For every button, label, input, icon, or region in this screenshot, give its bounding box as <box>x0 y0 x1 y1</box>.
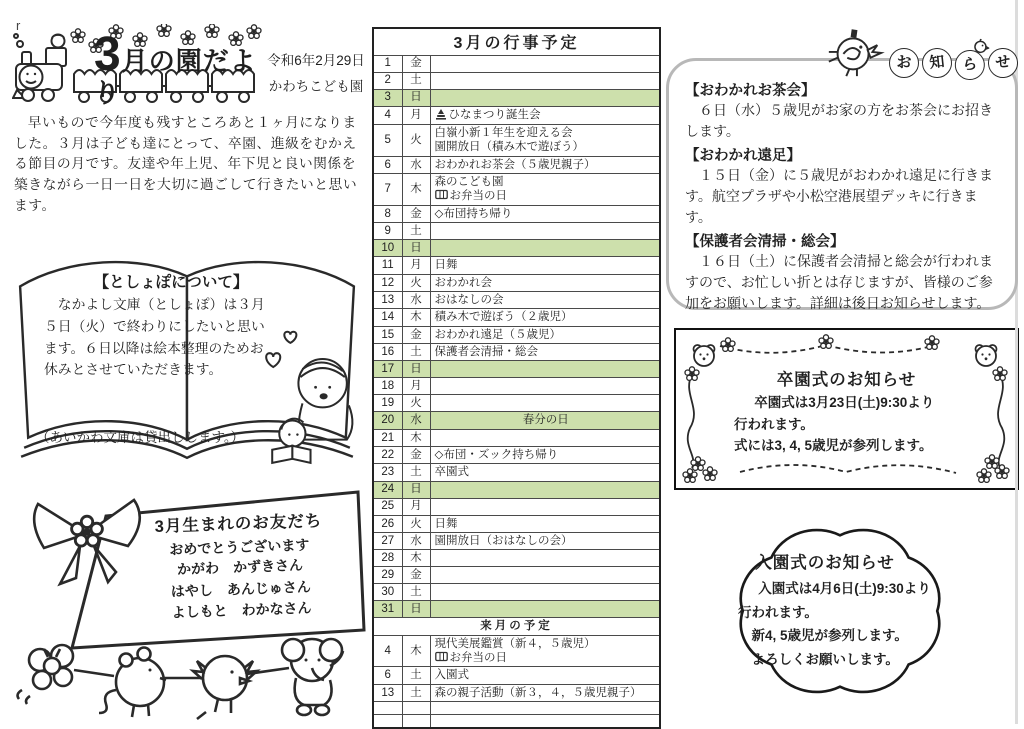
event-cell <box>430 498 660 515</box>
weekday-cell: 金 <box>402 446 430 463</box>
empty-cell <box>402 715 430 728</box>
event-cell <box>430 174 660 206</box>
event-cell <box>430 684 660 701</box>
day-number-cell: 23 <box>373 464 402 481</box>
calendar-row <box>373 515 660 532</box>
day-number-cell: 9 <box>373 223 402 240</box>
weekday-cell: 木 <box>402 309 430 326</box>
weekday-cell: 水 <box>402 532 430 549</box>
event-cell <box>430 412 660 429</box>
event-text: 森のこども園 <box>434 176 504 188</box>
calendar-row <box>373 481 660 498</box>
weekday-cell: 火 <box>402 124 430 156</box>
calendar-row <box>373 464 660 481</box>
entrance-line: 行われます。 <box>738 604 818 620</box>
weekday-cell: 日 <box>402 240 430 257</box>
bird-icon <box>824 22 886 78</box>
calendar-row <box>373 446 660 463</box>
empty-cell <box>373 715 402 728</box>
calendar-section <box>372 27 661 729</box>
day-number-cell: 6 <box>373 156 402 173</box>
weekday-cell: 金 <box>402 205 430 222</box>
calendar-row <box>373 412 660 429</box>
event-text: 日舞 <box>434 517 458 530</box>
event-text: 積み木で遊ぼう（２歳児） <box>434 311 573 324</box>
calendar-row <box>373 429 660 446</box>
issue-info <box>258 48 374 99</box>
day-number-cell: 18 <box>373 378 402 395</box>
entrance-line: よろしくお願いします。 <box>751 651 899 667</box>
intro-paragraph: 早いもので今年度も残すところあと１ヶ月になりました。３月は子ども達にとって、卒園、進級をむかえる節目の月です。友達や年上児、年下児と良い関係を築きながら一日一日を大切に過ごして行きたいと思います。 <box>14 115 358 213</box>
event-cell <box>430 601 660 618</box>
entrance-title: 入園式のお知らせ <box>755 554 895 572</box>
library-title: 【としょぽについて】 <box>93 274 249 291</box>
calendar-row <box>373 89 660 106</box>
library-section <box>8 240 366 480</box>
day-number-cell: 21 <box>373 429 402 446</box>
notice-header-circle: 知 <box>921 47 954 80</box>
event-cell <box>430 429 660 446</box>
calendar-row <box>373 274 660 291</box>
corner-mark: r <box>16 18 21 33</box>
event-cell <box>430 481 660 498</box>
weekday-cell: 木 <box>402 174 430 206</box>
event-cell <box>430 667 660 684</box>
notice-header-char: ら <box>961 55 979 74</box>
notice-section-body: １５日（金）に５歳児がおわかれ遠足に行きます。航空プラザや小松空港展望デッキに行きます。 <box>685 167 993 225</box>
calendar-row <box>373 567 660 584</box>
graduation-title: 卒園式のお知らせ <box>776 371 917 389</box>
day-number-cell: 8 <box>373 205 402 222</box>
notice-section-body: １６日（土）に保護者会清掃と総会が行われますので、お忙しい折とは存じますが、皆様のご参加をお願いします。詳細は後日お知らせします。 <box>685 253 993 311</box>
notice-section-title: 【保護者会清掃・総会】 <box>685 234 845 250</box>
notice-header <box>824 22 1018 78</box>
event-text: 春分の日 <box>522 414 569 427</box>
birthday-congrats: おめでとうございます <box>169 536 310 558</box>
weekday-cell: 木 <box>402 550 430 567</box>
graduation-line: 行われます。 <box>734 416 814 432</box>
day-number-cell: 11 <box>373 257 402 274</box>
calendar-row <box>373 667 660 684</box>
event-cell <box>430 567 660 584</box>
calendar-row <box>373 72 660 89</box>
day-number-cell: 13 <box>373 291 402 308</box>
event-cell <box>430 515 660 532</box>
mouse-icon <box>99 648 166 718</box>
day-number-cell: 3 <box>373 89 402 106</box>
event-text: 園開放日（おはなしの会） <box>434 534 573 547</box>
event-text: お弁当の日 <box>449 190 507 203</box>
birthday-text <box>124 506 356 626</box>
event-cell <box>430 89 660 106</box>
entrance-line: 新4, 5歳児が参列します。 <box>751 628 908 644</box>
weekday-cell: 水 <box>402 156 430 173</box>
event-cell <box>430 532 660 549</box>
day-number-cell: 4 <box>373 635 402 667</box>
event-text: 森の親子活動（新３，４，５歳児親子） <box>434 686 642 699</box>
library-note: （あいかわ文庫は貸出しします。） <box>36 430 245 445</box>
school-name: かわちこども園 <box>268 78 364 94</box>
event-cell <box>430 395 660 412</box>
calendar-row <box>373 344 660 361</box>
calendar-title: 3月の行事予定 <box>373 28 660 55</box>
weekday-cell: 土 <box>402 223 430 240</box>
weekday-cell: 土 <box>402 72 430 89</box>
bear-icon <box>976 345 997 366</box>
event-cell <box>430 257 660 274</box>
chick-icon <box>193 656 257 719</box>
weekday-cell: 日 <box>402 601 430 618</box>
event-cell <box>430 55 660 72</box>
birthday-title: 3月生まれのお友だち <box>154 512 323 536</box>
day-number-cell: 4 <box>373 106 402 124</box>
weekday-cell: 月 <box>402 498 430 515</box>
event-cell <box>430 240 660 257</box>
event-text: 卒園式 <box>434 466 469 479</box>
empty-cell <box>430 715 660 728</box>
notice-section-title: 【おわかれお茶会】 <box>685 83 816 99</box>
notice-section <box>685 230 999 314</box>
weekday-cell: 木 <box>402 429 430 446</box>
event-cell <box>430 344 660 361</box>
notice-header-circle: お <box>889 48 919 78</box>
graduation-line: 卒園式は3月23日(土)9:30より <box>754 395 935 410</box>
weekday-cell: 日 <box>402 89 430 106</box>
event-text: 日舞 <box>434 259 458 272</box>
bento-icon <box>435 189 448 203</box>
day-number-cell: 28 <box>373 550 402 567</box>
event-text: 現代美展鑑賞（新４，５歳児） <box>434 637 596 650</box>
notice-section-title: 【おわかれ遠足】 <box>685 148 801 164</box>
notice-header-circle: せ <box>987 47 1019 79</box>
calendar-row <box>373 326 660 343</box>
calendar-row <box>373 395 660 412</box>
graduation-body <box>734 392 984 457</box>
calendar-row <box>373 205 660 222</box>
notice-section <box>685 79 999 142</box>
calendar-header-row <box>373 28 660 55</box>
empty-row <box>373 702 660 715</box>
issue-date: 令和6年2月29日 <box>267 53 365 68</box>
weekday-cell: 金 <box>402 55 430 72</box>
calendar-row <box>373 498 660 515</box>
day-number-cell: 14 <box>373 309 402 326</box>
event-text: 保護者会清掃・総会 <box>434 346 538 358</box>
notice-section-body: ６日（水）５歳児がお家の方をお茶会にお招きします。 <box>685 102 993 139</box>
hina-doll-icon <box>435 108 447 123</box>
day-number-cell: 19 <box>373 395 402 412</box>
calendar-row <box>373 532 660 549</box>
empty-cell <box>430 702 660 715</box>
day-number-cell: 1 <box>373 55 402 72</box>
calendar-row <box>373 378 660 395</box>
calendar-row <box>373 361 660 378</box>
bento-icon <box>435 651 448 665</box>
event-cell <box>430 205 660 222</box>
day-number-cell: 7 <box>373 174 402 206</box>
event-text: ひなまつり誕生会 <box>448 109 541 121</box>
event-text: おわかれ遠足（５歳児） <box>434 328 561 341</box>
calendar-row <box>373 106 660 124</box>
notice-box <box>666 58 1018 310</box>
day-number-cell: 5 <box>373 124 402 156</box>
event-cell <box>430 464 660 481</box>
calendar-row <box>373 291 660 308</box>
entrance-line: 入園式は4月6日(土)9:30より <box>758 581 931 596</box>
event-text: 入園式 <box>434 669 469 682</box>
calendar-row <box>373 684 660 701</box>
day-number-cell: 30 <box>373 584 402 601</box>
day-number-cell: 17 <box>373 361 402 378</box>
next-month-header <box>373 618 660 635</box>
calendar-row <box>373 156 660 173</box>
entrance-body <box>738 577 968 672</box>
calendar-row <box>373 124 660 156</box>
day-number-cell: 15 <box>373 326 402 343</box>
notice-section <box>685 144 999 228</box>
day-number-cell: 24 <box>373 481 402 498</box>
masthead <box>12 24 364 114</box>
birthday-section <box>10 482 366 724</box>
elephant-icon <box>282 639 343 715</box>
birthday-name: かがわ かずきさん <box>176 556 304 578</box>
day-number-cell: 10 <box>373 240 402 257</box>
day-number-cell: 2 <box>373 72 402 89</box>
birthday-name: よしもと わかなさん <box>171 599 312 621</box>
event-cell <box>430 584 660 601</box>
calendar-row <box>373 240 660 257</box>
day-number-cell: 29 <box>373 567 402 584</box>
calendar-row <box>373 309 660 326</box>
day-number-cell: 31 <box>373 601 402 618</box>
march-calendar <box>372 27 661 729</box>
calendar-row <box>373 55 660 72</box>
calendar-row <box>373 584 660 601</box>
empty-row <box>373 715 660 728</box>
calendar-row <box>373 635 660 667</box>
weekday-cell: 土 <box>402 344 430 361</box>
event-text: ◇布団・ズック持ち帰り <box>434 448 559 461</box>
empty-cell <box>373 702 402 715</box>
event-text: おわかれお茶会（５歳児親子） <box>434 158 596 171</box>
event-text: おはなしの会 <box>434 293 504 306</box>
day-number-cell: 20 <box>373 412 402 429</box>
day-number-cell: 12 <box>373 274 402 291</box>
event-cell <box>430 291 660 308</box>
weekday-cell: 日 <box>402 361 430 378</box>
birthday-name: はやし あんじゅさん <box>170 578 312 600</box>
day-number-cell: 27 <box>373 532 402 549</box>
butterfly-icon <box>18 645 73 704</box>
weekday-cell: 水 <box>402 412 430 429</box>
event-cell <box>430 550 660 567</box>
event-cell <box>430 635 660 667</box>
weekday-cell: 水 <box>402 291 430 308</box>
weekday-cell: 月 <box>402 257 430 274</box>
event-cell <box>430 361 660 378</box>
next-month-title: 来月の予定 <box>373 618 660 635</box>
weekday-cell: 火 <box>402 515 430 532</box>
event-cell <box>430 223 660 240</box>
event-cell <box>430 124 660 156</box>
weekday-cell: 土 <box>402 464 430 481</box>
bear-icon <box>694 345 715 366</box>
event-cell <box>430 446 660 463</box>
event-text: 白嶺小新１年生を迎える会 <box>434 126 573 139</box>
event-text: おわかれ会 <box>434 276 492 289</box>
day-number-cell: 13 <box>373 684 402 701</box>
weekday-cell: 土 <box>402 584 430 601</box>
event-cell <box>430 274 660 291</box>
calendar-row <box>373 223 660 240</box>
day-number-cell: 22 <box>373 446 402 463</box>
empty-cell <box>402 702 430 715</box>
calendar-row <box>373 601 660 618</box>
notice-header-circle <box>954 49 987 82</box>
day-number-cell: 25 <box>373 498 402 515</box>
event-text: お弁当の日 <box>449 652 507 664</box>
weekday-cell: 月 <box>402 378 430 395</box>
small-chick-icon <box>971 38 990 55</box>
weekday-cell: 土 <box>402 684 430 701</box>
calendar-row <box>373 257 660 274</box>
event-cell <box>430 378 660 395</box>
newsletter-title: 3月の園だより <box>94 28 257 109</box>
calendar-row <box>373 550 660 567</box>
weekday-cell: 金 <box>402 567 430 584</box>
graduation-line: 式には3, 4, 5歳児が参列します。 <box>734 438 933 454</box>
event-text: 園開放日（積み木で遊ぼう） <box>434 141 584 154</box>
event-cell <box>430 326 660 343</box>
weekday-cell: 火 <box>402 395 430 412</box>
event-text: ◇布団持ち帰り <box>434 207 513 220</box>
event-cell <box>430 72 660 89</box>
library-body: なかよし文庫（としょぽ）は３月５日（火）で終わりにしたいと思います。６日以降は絵本整理のためお休みとさせていただきます。 <box>44 297 265 378</box>
entrance-notice <box>666 505 1014 717</box>
day-number-cell: 26 <box>373 515 402 532</box>
event-cell <box>430 106 660 124</box>
weekday-cell: 土 <box>402 667 430 684</box>
calendar-row <box>373 174 660 206</box>
event-cell <box>430 309 660 326</box>
day-number-cell: 6 <box>373 667 402 684</box>
weekday-cell: 金 <box>402 326 430 343</box>
graduation-notice <box>674 328 1019 490</box>
weekday-cell: 木 <box>402 635 430 667</box>
weekday-cell: 月 <box>402 106 430 124</box>
event-cell <box>430 156 660 173</box>
day-number-cell: 16 <box>373 344 402 361</box>
weekday-cell: 日 <box>402 481 430 498</box>
weekday-cell: 火 <box>402 274 430 291</box>
